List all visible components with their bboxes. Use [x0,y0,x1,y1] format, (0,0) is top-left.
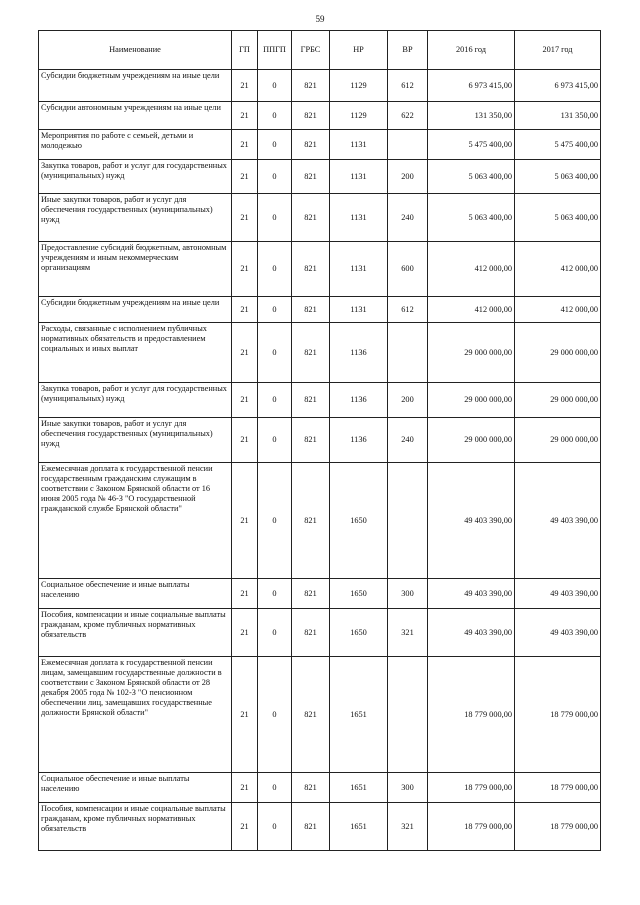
row-ppgp-cell: 0 [258,242,292,297]
row-grbs-cell: 821 [292,297,330,323]
row-name-cell: Пособия, компенсации и иные социальные выплаты гражданам, кроме публичных нормативных обязательств [39,803,232,851]
column-header-gp: ГП [232,31,258,70]
row-nr-cell: 1650 [330,579,388,609]
row-gp-cell: 21 [232,383,258,418]
row-2016-cell: 18 779 000,00 [428,657,515,773]
row-nr-cell: 1650 [330,463,388,579]
row-2017-cell: 5 063 400,00 [515,194,601,242]
row-gp-cell: 21 [232,773,258,803]
row-name-cell: Закупка товаров, работ и услуг для государственных (муниципальных) нужд [39,383,232,418]
row-2017-cell: 29 000 000,00 [515,418,601,463]
table-row [39,463,601,579]
row-grbs-cell: 821 [292,609,330,657]
row-2016-cell: 412 000,00 [428,297,515,323]
row-2017-cell: 412 000,00 [515,297,601,323]
row-grbs-cell: 821 [292,242,330,297]
table-row [39,102,601,130]
row-nr-cell: 1651 [330,773,388,803]
table-row [39,383,601,418]
row-grbs-cell: 821 [292,160,330,194]
table-row [39,579,601,609]
row-vr-cell: 300 [388,579,428,609]
row-ppgp-cell: 0 [258,323,292,383]
row-grbs-cell: 821 [292,579,330,609]
row-2017-cell: 49 403 390,00 [515,609,601,657]
row-ppgp-cell: 0 [258,383,292,418]
row-vr-cell: 240 [388,194,428,242]
row-gp-cell: 21 [232,579,258,609]
row-gp-cell: 21 [232,160,258,194]
row-grbs-cell: 821 [292,773,330,803]
row-grbs-cell: 821 [292,463,330,579]
row-grbs-cell: 821 [292,383,330,418]
row-vr-cell: 612 [388,297,428,323]
row-vr-cell [388,130,428,160]
row-ppgp-cell: 0 [258,609,292,657]
row-2017-cell: 131 350,00 [515,102,601,130]
row-vr-cell [388,463,428,579]
row-gp-cell: 21 [232,130,258,160]
row-ppgp-cell: 0 [258,194,292,242]
row-2017-cell: 29 000 000,00 [515,323,601,383]
row-grbs-cell: 821 [292,102,330,130]
row-name-cell: Иные закупки товаров, работ и услуг для обеспечения государственных (муниципальных) нужд [39,194,232,242]
row-vr-cell: 200 [388,160,428,194]
row-nr-cell: 1651 [330,657,388,773]
row-2017-cell: 6 973 415,00 [515,70,601,102]
table-body [39,70,601,851]
row-name-cell: Иные закупки товаров, работ и услуг для обеспечения государственных (муниципальных) нужд [39,418,232,463]
row-name-cell: Ежемесячная доплата к государственной пенсии лицам, замещавшим государственные должности в соответствии с Законом Брянской области от 28 декабря 2005 года № 102-З "О пенсионном обеспечении лиц, замещавших государственные должности Брянской области" [39,657,232,773]
row-nr-cell: 1131 [330,194,388,242]
row-2017-cell: 412 000,00 [515,242,601,297]
row-name-cell: Ежемесячная доплата к государственной пенсии государственным гражданским служащим в соответствии с Законом Брянской области от 16 июня 2005 года № 46-З "О государственной гражданской службе Брянской области" [39,463,232,579]
row-gp-cell: 21 [232,657,258,773]
row-vr-cell [388,323,428,383]
row-nr-cell: 1131 [330,242,388,297]
row-name-cell: Социальное обеспечение и иные выплаты населению [39,773,232,803]
row-name-cell: Социальное обеспечение и иные выплаты населению [39,579,232,609]
row-ppgp-cell: 0 [258,463,292,579]
row-2016-cell: 49 403 390,00 [428,463,515,579]
table-row [39,418,601,463]
row-nr-cell: 1136 [330,418,388,463]
column-header-2017: 2017 год [515,31,601,70]
row-ppgp-cell: 0 [258,70,292,102]
table-row [39,657,601,773]
row-gp-cell: 21 [232,102,258,130]
row-vr-cell: 321 [388,803,428,851]
row-nr-cell: 1131 [330,160,388,194]
row-2017-cell: 29 000 000,00 [515,383,601,418]
table-row [39,70,601,102]
row-2016-cell: 131 350,00 [428,102,515,130]
row-nr-cell: 1131 [330,130,388,160]
row-nr-cell: 1650 [330,609,388,657]
column-header-vr: ВР [388,31,428,70]
row-name-cell: Закупка товаров, работ и услуг для государственных (муниципальных) нужд [39,160,232,194]
table-row [39,160,601,194]
row-ppgp-cell: 0 [258,773,292,803]
table-row [39,803,601,851]
row-gp-cell: 21 [232,323,258,383]
row-vr-cell: 200 [388,383,428,418]
table-row [39,773,601,803]
row-ppgp-cell: 0 [258,102,292,130]
table-row [39,609,601,657]
row-name-cell: Расходы, связанные с исполнением публичных нормативных обязательств и предоставлением социальных и иных выплат [39,323,232,383]
table-row [39,194,601,242]
column-header-ppgp: ППГП [258,31,292,70]
row-gp-cell: 21 [232,463,258,579]
row-2017-cell: 18 779 000,00 [515,803,601,851]
row-gp-cell: 21 [232,242,258,297]
row-vr-cell: 622 [388,102,428,130]
row-2016-cell: 5 063 400,00 [428,160,515,194]
row-nr-cell: 1136 [330,383,388,418]
column-header-grbs: ГРБС [292,31,330,70]
row-vr-cell [388,657,428,773]
row-2016-cell: 18 779 000,00 [428,773,515,803]
row-ppgp-cell: 0 [258,297,292,323]
column-header-nr: НР [330,31,388,70]
row-name-cell: Предоставление субсидий бюджетным, автономным учреждениям и иным некоммерческим организациям [39,242,232,297]
table-row [39,297,601,323]
column-header-name: Наименование [39,31,232,70]
row-2017-cell: 18 779 000,00 [515,657,601,773]
row-ppgp-cell: 0 [258,657,292,773]
row-nr-cell: 1136 [330,323,388,383]
row-ppgp-cell: 0 [258,418,292,463]
row-2017-cell: 5 063 400,00 [515,160,601,194]
row-ppgp-cell: 0 [258,130,292,160]
row-grbs-cell: 821 [292,194,330,242]
row-2016-cell: 5 063 400,00 [428,194,515,242]
row-nr-cell: 1131 [330,297,388,323]
row-name-cell: Пособия, компенсации и иные социальные выплаты гражданам, кроме публичных нормативных обязательств [39,609,232,657]
row-2017-cell: 49 403 390,00 [515,579,601,609]
row-gp-cell: 21 [232,609,258,657]
row-gp-cell: 21 [232,194,258,242]
column-header-2016: 2016 год [428,31,515,70]
row-ppgp-cell: 0 [258,160,292,194]
row-vr-cell: 300 [388,773,428,803]
row-2017-cell: 49 403 390,00 [515,463,601,579]
row-vr-cell: 321 [388,609,428,657]
row-grbs-cell: 821 [292,323,330,383]
row-2016-cell: 49 403 390,00 [428,609,515,657]
row-2016-cell: 29 000 000,00 [428,323,515,383]
table-row [39,242,601,297]
row-name-cell: Субсидии бюджетным учреждениям на иные цели [39,70,232,102]
row-nr-cell: 1129 [330,70,388,102]
table-header-row [39,31,601,70]
row-name-cell: Субсидии бюджетным учреждениям на иные цели [39,297,232,323]
row-grbs-cell: 821 [292,418,330,463]
row-nr-cell: 1129 [330,102,388,130]
row-gp-cell: 21 [232,70,258,102]
row-nr-cell: 1651 [330,803,388,851]
row-name-cell: Субсидии автономным учреждениям на иные цели [39,102,232,130]
table-row [39,130,601,160]
row-grbs-cell: 821 [292,70,330,102]
row-grbs-cell: 821 [292,657,330,773]
table-row [39,323,601,383]
row-2016-cell: 6 973 415,00 [428,70,515,102]
row-gp-cell: 21 [232,297,258,323]
row-ppgp-cell: 0 [258,579,292,609]
row-2016-cell: 29 000 000,00 [428,383,515,418]
row-2016-cell: 18 779 000,00 [428,803,515,851]
row-grbs-cell: 821 [292,803,330,851]
row-2016-cell: 412 000,00 [428,242,515,297]
budget-table [38,30,601,851]
row-vr-cell: 612 [388,70,428,102]
row-2017-cell: 5 475 400,00 [515,130,601,160]
row-vr-cell: 600 [388,242,428,297]
row-2017-cell: 18 779 000,00 [515,773,601,803]
row-grbs-cell: 821 [292,130,330,160]
row-name-cell: Мероприятия по работе с семьей, детьми и молодежью [39,130,232,160]
row-2016-cell: 5 475 400,00 [428,130,515,160]
row-2016-cell: 29 000 000,00 [428,418,515,463]
row-gp-cell: 21 [232,803,258,851]
page-number: 59 [315,14,325,24]
row-vr-cell: 240 [388,418,428,463]
row-2016-cell: 49 403 390,00 [428,579,515,609]
row-gp-cell: 21 [232,418,258,463]
row-ppgp-cell: 0 [258,803,292,851]
